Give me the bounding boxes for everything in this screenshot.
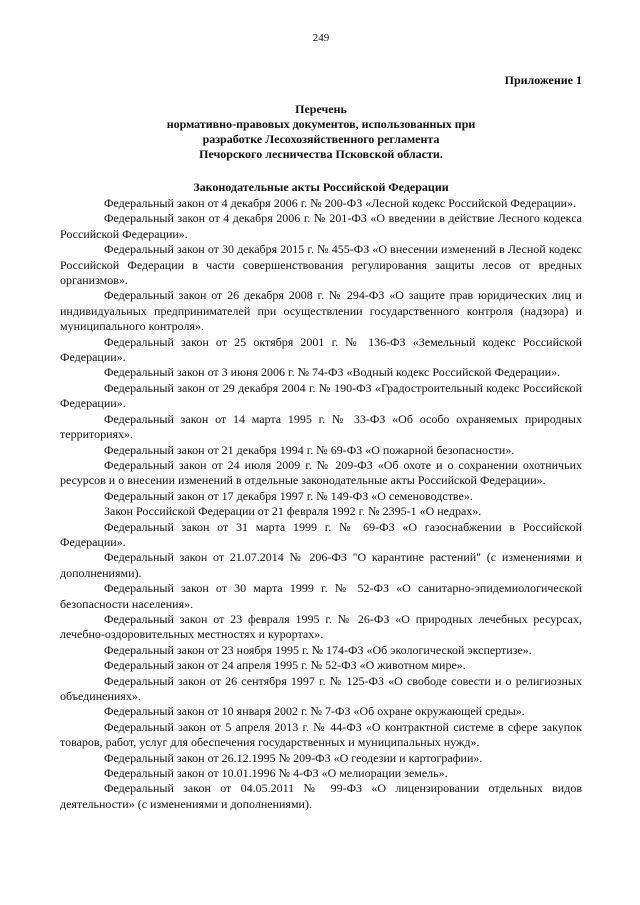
page-number: 249 bbox=[312, 32, 330, 44]
law-item: Федеральный закон от 24 июля 2009 г. № 209-ФЗ «Об охоте и о сохранении охотничьих ресурсов и о внесении изменений в отдельные законодательные акты Российской Федерации». bbox=[60, 457, 582, 488]
law-item: Федеральный закон от 4 декабря 2006 г. № 201-ФЗ «О введении в действие Лесного кодекса Российской Федерации». bbox=[60, 211, 582, 241]
law-item: Федеральный закон от 30 декабря 2015 г. № 455-ФЗ «О внесении изменений в Лесной кодекс Российской Федерации в части совершенствования регулирования защиты лесов от вредных организмов». bbox=[60, 242, 582, 288]
law-item: Федеральный закон от 4 декабря 2006 г. № 200-ФЗ «Лесной кодекс Российской Федерации». bbox=[104, 196, 577, 210]
title-line: Печорского лесничества Псковской области. bbox=[199, 147, 443, 161]
law-list bbox=[60, 196, 582, 812]
law-item: Федеральный закон от 17 декабря 1997 г. № 149-ФЗ «О семеноводстве». bbox=[104, 488, 473, 503]
law-item: Федеральный закон от 10 января 2002 г. № 7-ФЗ «Об охране окружающей среды». bbox=[104, 704, 525, 719]
law-item: Федеральный закон от 30 марта 1999 г. № 52-ФЗ «О санитарно-эпидемиологической безопасности населения». bbox=[60, 581, 582, 611]
law-item: Федеральный закон от 21.07.2014 № 206-ФЗ "О карантине растений" (с изменениями и дополнениями). bbox=[60, 550, 582, 580]
law-item: Федеральный закон от 5 апреля 2013 г. № 44-ФЗ «О контрактной системе в сфере закупок товаров, работ, услуг для обеспечения государственных и муниципальных нужд». bbox=[60, 719, 582, 750]
title-line: Перечень bbox=[295, 102, 347, 116]
law-item: Федеральный закон от 3 июня 2006 г. № 74-ФЗ «Водный кодекс Российской Федерации». bbox=[104, 365, 561, 380]
law-item: Федеральный закон от 23 февраля 1995 г. № 26-ФЗ «О природных лечебных ресурсах, лечебно-оздоровительных местностях и курортах». bbox=[60, 611, 582, 642]
law-item: Федеральный закон от 24 апреля 1995 г. № 52-ФЗ «О животном мире». bbox=[104, 658, 466, 673]
title-line: разработке Лесохозяйственного регламента bbox=[202, 132, 440, 146]
document-title bbox=[60, 102, 582, 162]
law-item: Федеральный закон от 10.01.1996 № 4-ФЗ «О мелиорации земель». bbox=[104, 766, 448, 781]
law-item: Федеральный закон от 29 декабря 2004 г. № 190-ФЗ «Градостроительный кодекс Российской Федерации». bbox=[60, 380, 582, 411]
appendix-label: Приложение 1 bbox=[504, 73, 582, 87]
law-item: Федеральный закон от 26.12.1995 № 209-ФЗ «О геодезии и картографии». bbox=[104, 750, 483, 765]
law-item: Федеральный закон от 14 марта 1995 г. № 33-ФЗ «Об особо охраняемых природных территориях». bbox=[60, 411, 582, 442]
law-item: Федеральный закон от 31 марта 1999 г. № 69-ФЗ «О газоснабжении в Российской Федерации». bbox=[60, 519, 582, 549]
law-item: Федеральный закон от 04.05.2011 № 99-ФЗ «О лицензировании отдельных видов деятельности» (с изменениями и дополнениями). bbox=[60, 781, 582, 811]
law-item: Федеральный закон от 23 ноября 1995 г. № 174-ФЗ «Об экологической экспертизе». bbox=[104, 642, 532, 657]
section-heading: Законодательные акты Российской Федерации bbox=[193, 180, 449, 194]
law-item: Федеральный закон от 26 декабря 2008 г. № 294-ФЗ «О защите прав юридических лиц и индивидуальных предпринимателей при осуществлении государственного контроля (надзора) и муниципального контроля». bbox=[60, 288, 582, 334]
law-item: Федеральный закон от 25 октября 2001 г. № 136-ФЗ «Земельный кодекс Российской Федерации». bbox=[60, 334, 582, 365]
law-item: Федеральный закон от 26 сентября 1997 г. № 125-ФЗ «О свободе совести и о религиозных объединениях». bbox=[60, 673, 582, 703]
title-line: нормативно-правовых документов, использованных при bbox=[166, 117, 476, 131]
law-item: Федеральный закон от 21 декабря 1994 г. № 69-ФЗ «О пожарной безопасности». bbox=[104, 442, 515, 457]
law-item: Закон Российской Федерации от 21 февраля 1992 г. № 2395-1 «О недрах». bbox=[104, 504, 482, 519]
